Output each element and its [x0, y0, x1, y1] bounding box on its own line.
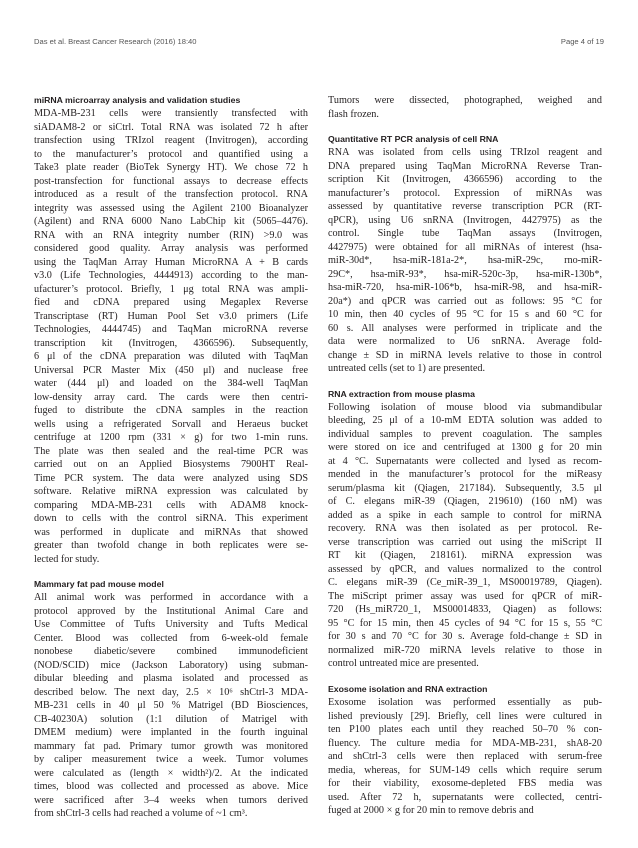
text-line: used. After 72 h, supernatants were collected, centri-	[328, 791, 602, 803]
text-line: v3.0 (Life Technologies, 4444913) according to the man-	[34, 270, 308, 282]
right-column	[328, 94, 602, 818]
text-line: mammary fat pad. Primary tumor growth was monitored	[34, 740, 308, 752]
text-line: ufacturer’s protocol. Briefly, 1 μg total RNA was ampli-	[34, 283, 308, 295]
text-line: dibular bleeding and plasma isolated and processed as	[34, 673, 308, 685]
text-line: assessed by qPCR, and values normalized to the control	[328, 563, 602, 575]
text-line: transfection using TRIzol reagent (Invitrogen), according	[34, 135, 308, 147]
text-line: transcription kit (Invitrogen, 4366596). Subsequently,	[34, 337, 308, 349]
text-line: was performed in duplicate and miRNAs that showed	[34, 526, 308, 538]
text-line: control untreated mice are presented.	[328, 658, 479, 670]
text-line: times, blood was collected and processed as above. Mice	[34, 781, 308, 793]
text-line: Tumors were dissected, photographed, weighed and	[328, 95, 602, 106]
text-line: protocol approved by the Institutional Animal Care and	[34, 605, 308, 617]
text-line: water (444 μl) and loaded on the 384-well TaqMan	[34, 378, 308, 390]
text-line: media, whereas, for SUM-149 cells which require serum	[328, 764, 602, 776]
section-heading: miRNA microarray analysis and validation studies	[34, 95, 241, 105]
text-line: C. elegans miR-39 (Ce_miR-39_1, MS00019789, Qiagen).	[328, 577, 602, 589]
text-line: added as a spike in each sample to control for miRNA	[328, 509, 602, 521]
text-line: 60 s. All analyses were performed in triplicate and the	[328, 322, 602, 334]
text-line: Use Committee of Tufts University and Tufts Medical	[34, 619, 308, 631]
running-header: Das et al. Breast Cancer Research (2016) 18:40	[34, 37, 197, 46]
text-line: serum/plasma kit (Qiagen, 217184). Subsequently, 3.5 μl	[328, 482, 602, 494]
text-line: assessed by quantitative reverse transcription PCR (RT-	[328, 201, 602, 213]
text-line: introduced as a result of the transfection protocol. RNA	[34, 189, 308, 201]
text-line: 20a*) and qPCR was carried out as follows: 95 °C for	[328, 295, 602, 307]
text-line: All animal work was performed in accordance with a	[34, 592, 308, 604]
text-line: ten P100 plates each until they reached 50–70 % con-	[328, 724, 602, 736]
text-line: 10 min, then 40 cycles of 95 °C for 15 s and 60 °C for	[328, 309, 602, 321]
text-line: fied and cDNA prepared using Megaplex Reverse	[34, 297, 308, 309]
text-line: Technologies, 4444745) and TaqMan microRNA reverse	[34, 324, 308, 336]
section-heading: Mammary fat pad mouse model	[34, 579, 164, 590]
text-line: to the manufacturer’s protocol and quantified using a	[34, 148, 308, 160]
text-line: 720 (Hs_miR720_1, MS00014833, Qiagen) as follows:	[328, 604, 602, 616]
text-line: CB-40230A) solution (1:1 dilution of Matrigel with	[34, 713, 308, 725]
text-line: manufacturer’s protocol. Expression of miRNAs was	[328, 187, 602, 199]
section-heading: Quantitative RT PCR analysis of cell RNA	[328, 134, 499, 144]
text-line: from shCtrl-3 cells had reached a volume of ~1 cm³.	[34, 808, 248, 820]
text-line: wells using a refrigerated Sorvall and Heraeus bucket	[34, 418, 308, 430]
text-line: using the TaqMan Array Human MicroRNA A + B cards	[34, 256, 308, 268]
text-line: (NOD/SCID) mice (Jackson Laboratory) using subman-	[34, 659, 308, 671]
text-line: considered good quality. Array analysis was performed	[34, 243, 308, 255]
text-line: down to cells with the control siRNA. This experiment	[34, 513, 308, 525]
text-line: 6 μl of the cDNA preparation was diluted with TaqMan	[34, 351, 308, 363]
text-line: for their viability, exosome-depleted FBS media was	[328, 778, 602, 790]
text-line: bleeding, 25 μl of a 10-mM EDTA solution was added to	[328, 415, 602, 427]
text-line: lected for study.	[34, 553, 100, 565]
text-line: Take3 plate reader (BioTek Synergy HT). We chose 72 h	[34, 162, 308, 174]
text-line: Transcriptase (RT) Human Pool Set v3.0 primers (Life	[34, 310, 308, 322]
text-line: DNA prepared using TaqMan MicroRNA Reverse Tran-	[328, 160, 602, 172]
text-line: siADAM8-2 or siCtrl. Total RNA was isolated 72 h after	[34, 121, 308, 133]
text-line: The miScript primer assay was used for qPCR of miR-	[328, 590, 602, 602]
text-line: 4427975) were obtained for all miRNAs of interest (hsa-	[328, 241, 602, 253]
section-heading: Exosome isolation and RNA extraction	[328, 683, 488, 694]
text-line: described below. The next day, 2.5 × 10⁶ shCtrl-3 MDA-	[34, 686, 308, 698]
text-line: change ± SD in miRNA levels relative to those in control	[328, 349, 602, 361]
left-column	[34, 94, 308, 821]
text-line: lished previously [29]. Briefly, cell lines were cultured in	[328, 710, 602, 722]
text-line: were stored on ice and centrifuged at 1300 g for 20 min	[328, 442, 602, 454]
text-line: integrity was assessed using the Agilent 2100 Bioanalyzer	[34, 202, 308, 214]
text-line: hsa-miR-720, hsa-miR-106*b, hsa-miR-98, and hsa-miR-	[328, 282, 602, 294]
text-line: RNA with an RNA integrity number (RIN) >9.0 was	[34, 229, 308, 241]
text-line: Following isolation of mouse blood via submandibular	[328, 401, 602, 413]
text-line: low-density array card. The cards were then centri-	[34, 391, 308, 403]
text-line: greater than twofold change in both replicates were se-	[34, 540, 308, 552]
text-line: control. Single tube TaqMan assays (Invitrogen,	[328, 228, 602, 240]
section-heading: RNA extraction from mouse plasma	[328, 388, 475, 399]
text-line: MB-231 cells in 40 μl 50 % Matrigel (BD Biosciences,	[34, 700, 308, 712]
text-line: comparing MDA-MB-231 cells with ADAM8 knock-	[34, 499, 308, 511]
text-line: RNA was isolated from cells using TRIzol reagent and	[328, 147, 602, 159]
text-line: fluency. The culture media for MDA-MB-231, shA8-20	[328, 737, 602, 749]
text-line: miR-30d*, hsa-miR-181a-2*, hsa-miR-29c, rno-miR-	[328, 255, 602, 267]
page-number: Page 4 of 19	[560, 37, 604, 46]
text-line: MDA-MB-231 cells were transiently transfected with	[34, 108, 308, 120]
text-line: 95 °C for 15 min, then 45 cycles of 94 °C for 15 s, 55 °C	[328, 617, 602, 629]
text-line: for 30 s and 70 °C for 30 s. Average fold-change ± SD in	[328, 631, 602, 643]
text-line: individual samples to prevent coagulation. The samples	[328, 428, 602, 440]
text-line: 29C*, hsa-miR-93*, hsa-miR-520c-3p, hsa-miR-130b*,	[328, 268, 602, 280]
text-line: were calculated as (length × width²)/2. At the indicated	[34, 767, 308, 779]
text-line: scription Kit (Invitrogen, 4366596) according to the	[328, 174, 602, 186]
text-line: Time PCR system. The data were analyzed using SDS	[34, 472, 308, 484]
text-line: qPCR), using U6 snRNA (Invitrogen, 4427975) as the	[328, 214, 602, 226]
text-line: software. Relative miRNA expression was calculated by	[34, 486, 308, 498]
text-line: centrifuge at 1200 rpm (331 × g) for two 1-min runs.	[34, 432, 308, 444]
text-line: and shCtrl-3 cells were then replaced with serum-free	[328, 751, 602, 763]
text-line: DMEM medium) were implanted in the fourth inguinal	[34, 727, 308, 739]
text-line: fuged to distribute the cDNA samples in the reaction	[34, 405, 308, 417]
text-line: verse transcription was carried out using the miScript II	[328, 536, 602, 548]
text-line: were sacrificed after 3–4 weeks when tumors derived	[34, 794, 308, 806]
text-line: of C. elegans miR-39 (Qiagen, 219610) (160 nM) was	[328, 496, 602, 508]
text-line: (Agilent) and RNA 6000 Nano LabChip kit (5065–4476).	[34, 216, 308, 228]
text-line: Center. Blood was collected from 6-week-old female	[34, 632, 308, 644]
text-line: untreated cells (set to 1) are presented.	[328, 363, 485, 375]
text-line: mended in the manufacturer’s protocol for the miReasy	[328, 469, 602, 481]
text-line: Universal PCR Master Mix (450 μl) and nuclease free	[34, 364, 308, 376]
text-line: fuged at 2000 × g for 20 min to remove debris and	[328, 805, 534, 817]
text-line: RT kit (Qiagen, 218161). miRNA expression was	[328, 550, 602, 562]
text-line: carried out on an Applied Biosystems 7900HT Real-	[34, 459, 308, 471]
text-line: normalized miR-720 miRNA levels relative to those in	[328, 644, 602, 656]
text-line: data were normalized to U6 snRNA. Average fold-	[328, 336, 602, 348]
text-line: flash frozen.	[328, 108, 379, 120]
text-line: at 4 °C. Supernatants were collected and lysed as recom-	[328, 455, 602, 467]
text-line: Exosome isolation was performed essentially as pub-	[328, 697, 602, 709]
text-line: recovery. RNA was then isolated as per protocol. Re-	[328, 523, 602, 535]
text-line: by caliper measurement twice a week. Tumor volumes	[34, 754, 308, 766]
text-line: The plate was then sealed and the real-time PCR was	[34, 445, 308, 457]
text-line: post-transfection for functional assays to decrease effects	[34, 175, 308, 187]
text-line: nonobese diabetic/severe combined immunodeficient	[34, 646, 308, 658]
